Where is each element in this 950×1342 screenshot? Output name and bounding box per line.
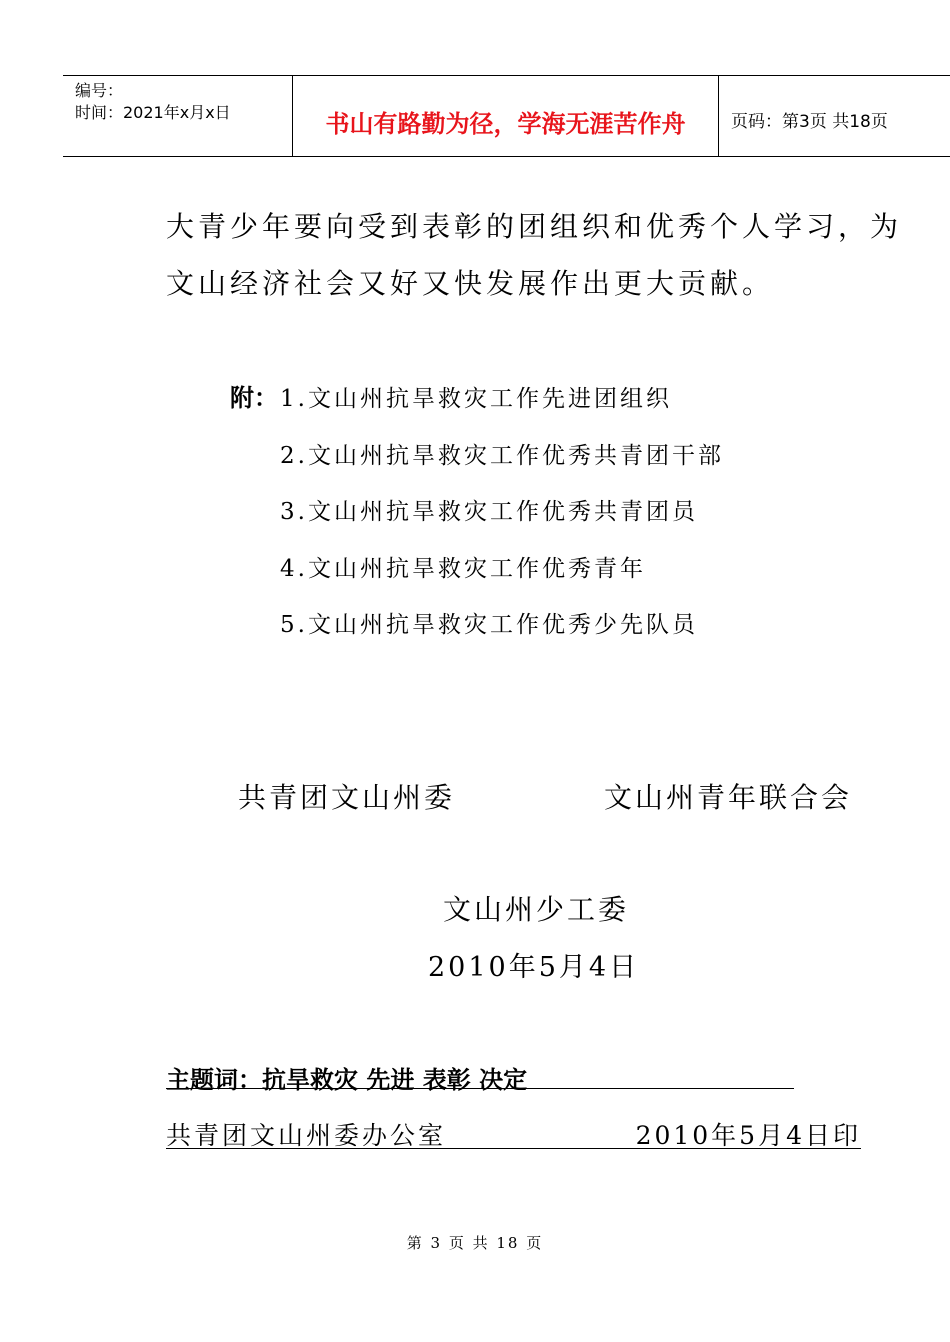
attachment-item: 4.文山州抗旱救灾工作优秀青年 (280, 556, 646, 582)
signature-org-2: 文山州青年联合会 (604, 781, 853, 814)
attachment-item: 5.文山州抗旱救灾工作优秀少先队员 (280, 612, 698, 638)
body-line-1: 大青少年要向受到表彰的团组织和优秀个人学习，为 (166, 210, 903, 243)
issuer-office: 共青团文山州委办公室 (166, 1121, 447, 1150)
print-date: 2010年5月4日印 (635, 1121, 861, 1150)
number-label: 编号： (75, 81, 124, 100)
page-number: 第 3 页 共 18 页 (406, 1234, 544, 1252)
signature-org-1: 共青团文山州委 (238, 781, 456, 814)
keywords-line: 主题词：抗旱救灾 先进 表彰 决定 (166, 1060, 794, 1089)
header-meta (75, 80, 231, 124)
time-label: 时间：2021年x月x日 (75, 103, 231, 122)
issuer-line (166, 1116, 861, 1149)
attachments-label: 附： (230, 384, 278, 412)
attachment-item: 1.文山州抗旱救灾工作先进团组织 (280, 386, 672, 412)
attachment-item: 2.文山州抗旱救灾工作优秀共青团干部 (280, 443, 724, 469)
header-divider (718, 76, 719, 156)
attachment-item: 3.文山州抗旱救灾工作优秀共青团员 (280, 499, 698, 525)
body-line-2: 文山经济社会又好又快发展作出更大贡献。 (166, 267, 775, 300)
header-page-info: 页码：第3页 共18页 (731, 112, 888, 132)
signature-date: 2010年5月4日 (428, 952, 640, 983)
signature-org-3: 文山州少工委 (443, 893, 630, 926)
header-motto: 书山有路勤为径，学海无涯苦作舟 (325, 110, 686, 138)
document-header (63, 75, 950, 157)
